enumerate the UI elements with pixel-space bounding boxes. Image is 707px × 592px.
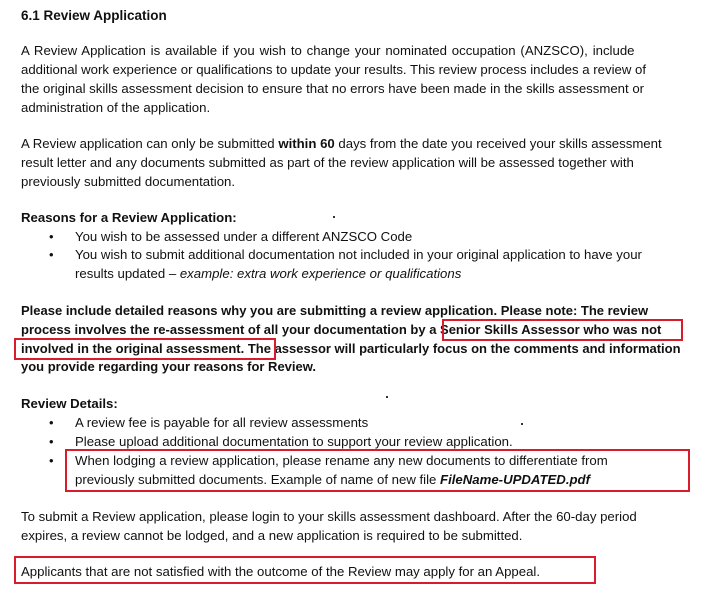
details-bullet-3-line-1: When lodging a review application, please rename any new documents to differentiate from [75,453,608,468]
note-line-4: you provide regarding your reasons for Review. [21,359,316,374]
intro-line-2: additional work experience or qualifications to update your results. This review process includes a review of [21,62,647,77]
note-line-3 [21,340,681,358]
timing-line-1-post: days from the date you received your skills assessment [334,136,662,151]
reasons-bullet-1-dot: • [49,229,54,244]
scan-speck [386,396,388,398]
details-bullet-2-dot: • [49,434,54,449]
note-line-1: Please include detailed reasons why you are submitting a review application. Please note: The review [21,303,649,318]
details-bullet-3-line-2 [75,471,590,489]
reasons-bullet-2-line-2-pre: results updated – [75,266,180,281]
details-filename: FileName-UPDATED.pdf [440,472,591,487]
reasons-bullet-1: You wish to be assessed under a different ANZSCO Code [75,229,413,244]
section-title: 6.1 Review Application [21,8,167,23]
reasons-bullet-2-line-1: You wish to submit additional documentation not included in your original application to have your [75,247,642,262]
intro-line-1-text: A Review Application is available if you wish to change your nominated occupation (ANZSCO), include [21,43,635,58]
intro-line-4: administration of the application. [21,100,211,115]
timing-line-1-pre: A Review application can only be submitted [21,136,279,151]
details-bullet-1: A review fee is payable for all review assessments [75,415,369,430]
reasons-bullet-2-line-2 [75,265,461,283]
reasons-bullet-2-example: example: extra work experience or qualifications [179,266,462,281]
details-heading: Review Details: [21,396,118,411]
note-not-involved: involved in the original assessment. [21,341,245,356]
reasons-bullet-2-dot: • [49,247,54,262]
details-bullet-1-dot: • [49,415,54,430]
submit-line-2: expires, a review cannot be lodged, and a new application is required to be submitted. [21,528,523,543]
reasons-heading: Reasons for a Review Application: [21,210,237,225]
timing-line-3: previously submitted documentation. [21,174,236,189]
details-bullet-3-dot: • [49,453,54,468]
note-line-2-pre: process involves the re-assessment of all your documentation by [21,322,430,337]
submit-line-1: To submit a Review application, please login to your skills assessment dashboard. After the 60-day period [21,509,637,524]
note-line-3-post: The assessor will particularly focus on the comments and information [244,341,681,356]
scan-speck [521,423,523,425]
timing-line-2: result letter and any documents submitted as part of the review application will be assessed together with [21,155,634,170]
appeal-text: Applicants that are not satisfied with the outcome of the Review may apply for an Appeal. [21,564,540,579]
intro-line-3: the original skills assessment decision to ensure that no errors have been made in the skills assessment or [21,81,645,96]
note-line-2 [21,321,661,339]
timing-within-60: within 60 [278,136,335,151]
scan-speck [333,216,335,218]
intro-line-1 [21,42,680,60]
note-senior-assessor: a Senior Skills Assessor who was not [429,322,662,337]
details-bullet-2: Please upload additional documentation to support your review application. [75,434,513,449]
timing-line-1 [21,135,662,153]
details-bullet-3-line-2-pre: previously submitted documents. Example of name of new file [75,472,441,487]
